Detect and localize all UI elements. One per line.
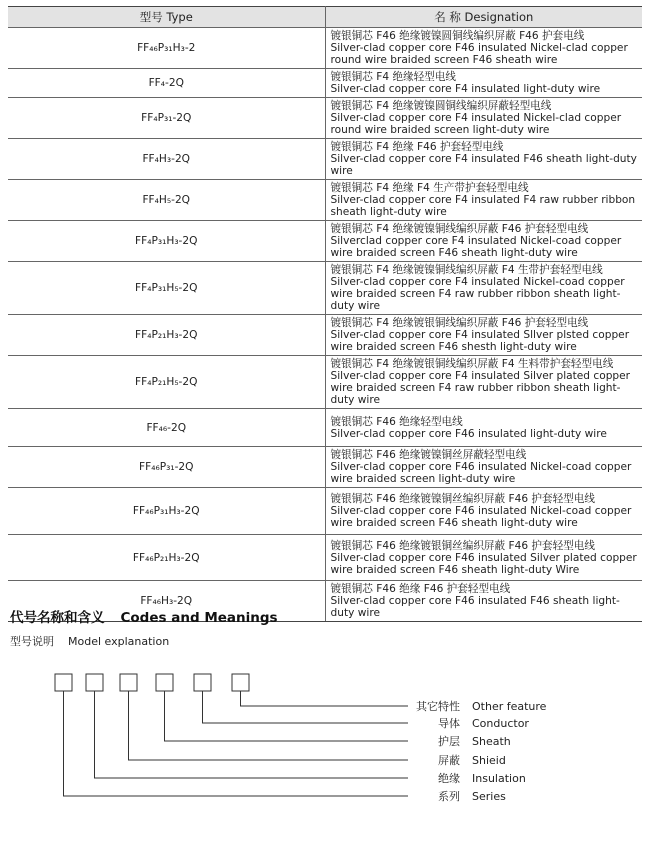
model-subtitle-en: Model explanation [68,635,170,648]
table-row [8,356,642,409]
designation-cell [325,28,642,69]
model-type-cell: FF₄₆P₂₁H₃-2Q [8,535,325,581]
legend-label-zh: 绝缘 [438,772,460,785]
table-row [8,315,642,356]
model-diagram [0,660,650,840]
designation-cell [325,69,642,98]
legend-item [412,752,506,766]
model-type-cell: FF₄-2Q [8,69,325,98]
table-row [8,535,642,581]
designation-en: Silver-clad copper core F4 insulated Sllver plsted copper wire braided screen F46 shesth light-duty wire [330,329,630,353]
designation-zh: 镀银铜芯 F46 绝缘镀镍铜丝编织屏蔽 F46 护套轻型电线 [330,493,595,505]
model-type-cell: FF₄P₃₁-2Q [8,98,325,139]
designation-cell [325,180,642,221]
table-row [8,447,642,488]
designation-zh: 镀银铜芯 F4 绝缘镀镍铜线编织屏蔽 F4 生带护套轻型电线 [330,264,603,276]
model-code-box [86,674,103,691]
legend-label-zh: 护层 [438,735,460,748]
legend-item [412,698,546,712]
model-code-box [120,674,137,691]
designation-zh: 镀银铜芯 F4 绝缘镀镍圆铜线编织屏蔽轻型电线 [330,100,552,112]
table-row [8,28,642,69]
model-code-box [194,674,211,691]
legend-item [412,788,506,802]
model-type-cell: FF₄₆-2Q [8,409,325,447]
designation-en: Silver-clad copper core F46 insulated light-duty wire [330,427,607,440]
model-bracket-line [165,691,409,741]
designation-cell [325,535,642,581]
designation-zh: 镀银铜芯 F4 绝缘 F46 护套轻型电线 [330,141,504,153]
model-type-cell: FF₄₆P₃₁-2Q [8,447,325,488]
designation-zh: 镀银铜芯 F4 绝缘 F4 生产带护套轻型电线 [330,182,529,194]
designation-cell [325,315,642,356]
designation-zh: 镀银铜芯 F46 绝缘 F46 护套轻型电线 [330,583,511,595]
designation-en: Silver-clad copper core F4 insulated Silver plated copper wire braided screen F4 raw rubber ribbon sheath light-duty wire [330,370,631,406]
legend-item [412,733,511,747]
designation-en: Silver-clad copper core F46 insulated F46 sheath light-duty wire [330,595,620,619]
model-subtitle-zh: 型号说明 [10,635,54,648]
designation-en: Silver-clad copper core F46 insulated Nickel-coad copper wire braided screen F46 sheath light-duty wire [330,505,632,529]
model-bracket-line [64,691,409,796]
column-header-designation: 名 称 Designation [325,7,642,28]
designation-cell [325,356,642,409]
designation-cell [325,488,642,535]
legend-label-en: Sheath [472,735,511,748]
model-type-cell: FF₄P₃₁H₃-2Q [8,221,325,262]
designation-cell [325,409,642,447]
designation-en: Silver-clad copper core F46 insulated Nickel-coad copper wire braided screen light-duty wire [330,461,632,485]
model-code-box [156,674,173,691]
table-row [8,180,642,221]
designation-zh: 镀银铜芯 F4 绝缘镀银铜线编织屏蔽 F4 生料带护套轻型电线 [330,358,614,370]
legend-label-en: Conductor [472,717,529,730]
table-row [8,488,642,535]
model-bracket-line [203,691,409,723]
table-header-row [8,7,642,28]
legend-label-zh: 屏蔽 [438,754,460,767]
designation-en: Silver-clad copper core F4 insulated F4 raw rubber ribbon sheath light-duty wire [330,194,636,218]
designation-en: Silver-clad copper core F4 insulated Nickel-coad copper wire braided screen F4 raw rubber ribbon sheath light-duty wire [330,276,625,312]
designation-cell [325,447,642,488]
model-bracket-line [129,691,409,760]
legend-label-en: Insulation [472,772,526,785]
table-row [8,69,642,98]
legend-item [412,715,529,729]
designation-zh: 镀银铜芯 F4 绝缘镀镍铜线编织屏蔽 F46 护套轻型电线 [330,223,589,235]
legend-label-zh: 导体 [438,717,460,730]
designation-zh: 镀银铜芯 F46 绝缘镀镍铜丝屏蔽轻型电线 [330,449,527,461]
codes-title-zh: 代号名称和含义 [10,610,105,626]
designation-cell [325,98,642,139]
table-row [8,409,642,447]
model-bracket-line [241,691,409,706]
model-type-cell: FF₄H₅-2Q [8,180,325,221]
designation-zh: 镀银铜芯 F46 绝缘镀镍圆铜线编织屏蔽 F46 护套电线 [330,30,585,42]
designation-zh: 镀银铜芯 F46 绝缘镀银铜丝编织屏蔽 F46 护套轻型电线 [330,539,595,552]
legend-item [412,770,526,784]
legend-label-en: Shieid [472,754,506,767]
designation-cell [325,581,642,622]
designation-en: Silver-clad copper core F46 insulated Silver plated copper wire braided screen F46 sheath light-duty Wire [330,551,637,576]
designation-en: Silver-clad copper core F4 insulated F46 sheath light-duty wire [330,153,637,177]
table-row [8,221,642,262]
spec-table [8,6,642,622]
designation-zh: 镀银铜芯 F4 绝缘镀银铜线编织屏蔽 F46 护套轻型电线 [330,317,589,329]
table-row [8,262,642,315]
table-row [8,139,642,180]
designation-cell [325,139,642,180]
designation-cell [325,262,642,315]
model-code-box [55,674,72,691]
model-type-cell: FF₄H₃-2Q [8,139,325,180]
designation-en: Silver-clad copper core F46 insulated Nickel-clad copper round wire braided screen F46 sheath wire [330,42,628,66]
designation-zh: 镀银铜芯 F46 绝缘轻型电线 [330,415,463,428]
model-type-cell: FF₄P₂₁H₃-2Q [8,315,325,356]
codes-title [10,606,294,626]
designation-cell [325,221,642,262]
table-body [8,28,642,622]
model-code-box [232,674,249,691]
legend-label-en: Series [472,790,506,803]
legend-label-en: Other feature [472,700,547,713]
designation-zh: 镀银铜芯 F4 绝缘轻型电线 [330,71,457,83]
model-bracket-line [95,691,409,778]
model-type-cell: FF₄₆P₃₁H₃-2Q [8,488,325,535]
legend-label-zh: 其它特性 [416,700,460,713]
model-type-cell: FF₄P₂₁H₅-2Q [8,356,325,409]
column-header-type: 型号 Type [8,7,325,28]
model-type-cell: FF₄₆H₃-2Q [8,581,325,622]
designation-en: Silver-clad copper core F4 insulated light-duty wire [330,83,601,95]
codes-title-en: Codes and Meanings [120,610,278,626]
model-type-cell: FF₄₆P₃₁H₃-2 [8,28,325,69]
table-row [8,98,642,139]
model-subtitle [10,633,183,649]
model-type-cell: FF₄P₃₁H₅-2Q [8,262,325,315]
designation-en: Silver-clad copper core F4 insulated Nickel-clad copper round wire braided screen light-duty wire [330,112,622,136]
legend-label-zh: 系列 [438,790,460,803]
designation-en: Silverclad copper core F4 insulated Nickel-coad copper wire braided screen F46 sheath light-duty wire [330,235,622,259]
